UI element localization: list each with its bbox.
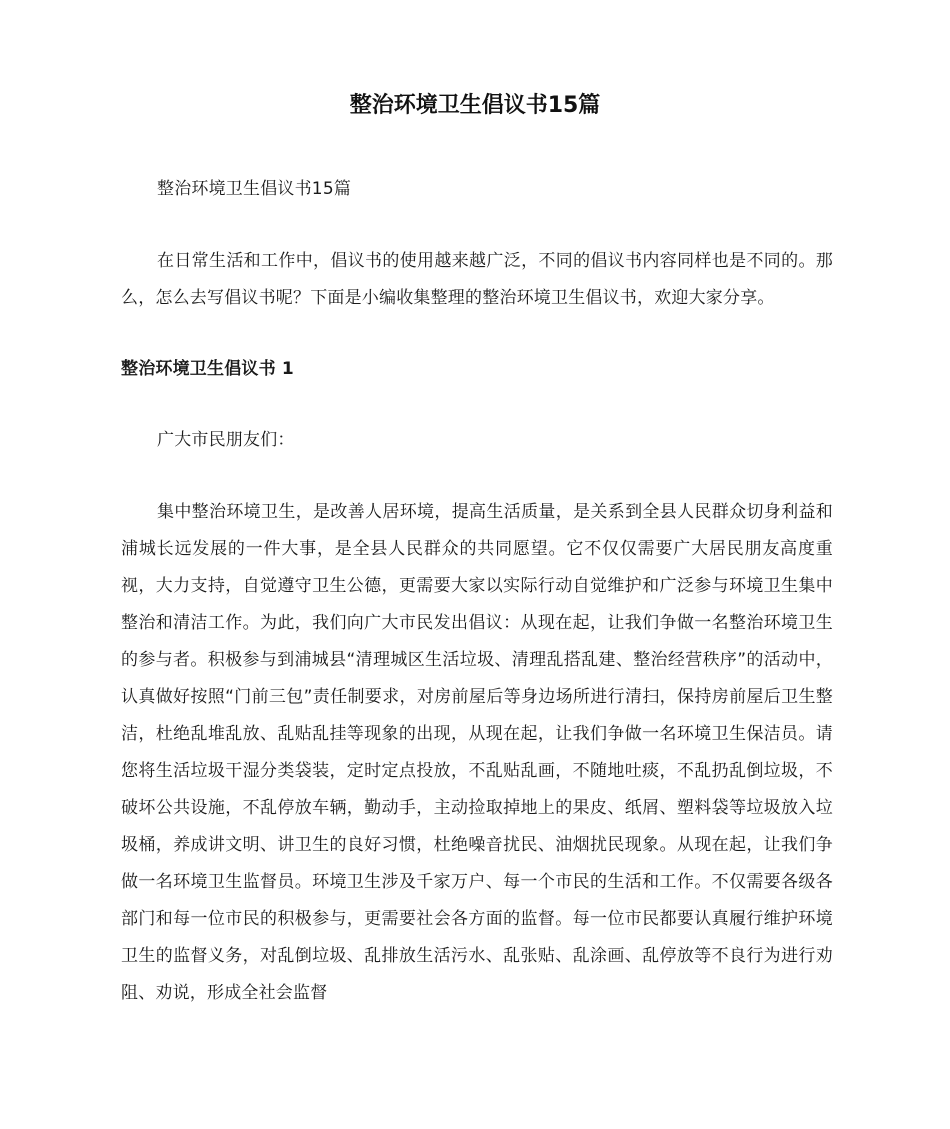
intro-paragraph: 在日常生活和工作中，倡议书的使用越来越广泛，不同的倡议书内容同样也是不同的。那么，怎么去写倡议书呢？下面是小编收集整理的整治环境卫生倡议书，欢迎大家分享。 bbox=[121, 251, 833, 308]
document-subtitle: 整治环境卫生倡议书15篇 bbox=[157, 179, 352, 199]
document-content bbox=[121, 171, 833, 1012]
document-title: 整治环境卫生倡议书15篇 bbox=[349, 93, 601, 118]
greeting-line: 广大市民朋友们： bbox=[157, 430, 295, 450]
section-heading: 整治环境卫生倡议书 1 bbox=[121, 359, 294, 379]
body-paragraph: 集中整治环境卫生，是改善人居环境，提高生活质量，是关系到全县人民群众切身利益和浦城长远发展的一件大事，是全县人民群众的共同愿望。它不仅仅需要广大居民朋友高度重视，大力支持，自觉遵守卫生公德，更需要大家以实际行动自觉维护和广泛参与环境卫生集中整治和清洁工作。为此，我们向广大市民发出倡议：从现在起，让我们争做一名整治环境卫生的参与者。积极参与到浦城县“清理城区生活垃圾、清理乱搭乱建、整治经营秩序”的活动中，认真做好按照“门前三包”责任制要求，对房前屋后等身边场所进行清扫，保持房前屋后卫生整洁，杜绝乱堆乱放、乱贴乱挂等现象的出现，从现在起，让我们争做一名环境卫生保洁员。请您将生活垃圾干湿分类袋装，定时定点投放，不乱贴乱画，不随地吐痰，不乱扔乱倒垃圾，不破坏公共设施，不乱停放车辆，勤动手，主动捡取掉地上的果皮、纸屑、塑料袋等垃圾放入垃圾桶，养成讲文明、讲卫生的良好习惯，杜绝噪音扰民、油烟扰民现象。从现在起，让我们争做一名环境卫生监督员。环境卫生涉及千家万户、每一个市民的生活和工作。不仅需要各级各部门和每一位市民的积极参与，更需要社会各方面的监督。每一位市民都要认真履行维护环境卫生的监督义务，对乱倒垃圾、乱排放生活污水、乱张贴、乱涂画、乱停放等不良行为进行劝阻、劝说，形成全社会监督 bbox=[121, 502, 833, 1003]
